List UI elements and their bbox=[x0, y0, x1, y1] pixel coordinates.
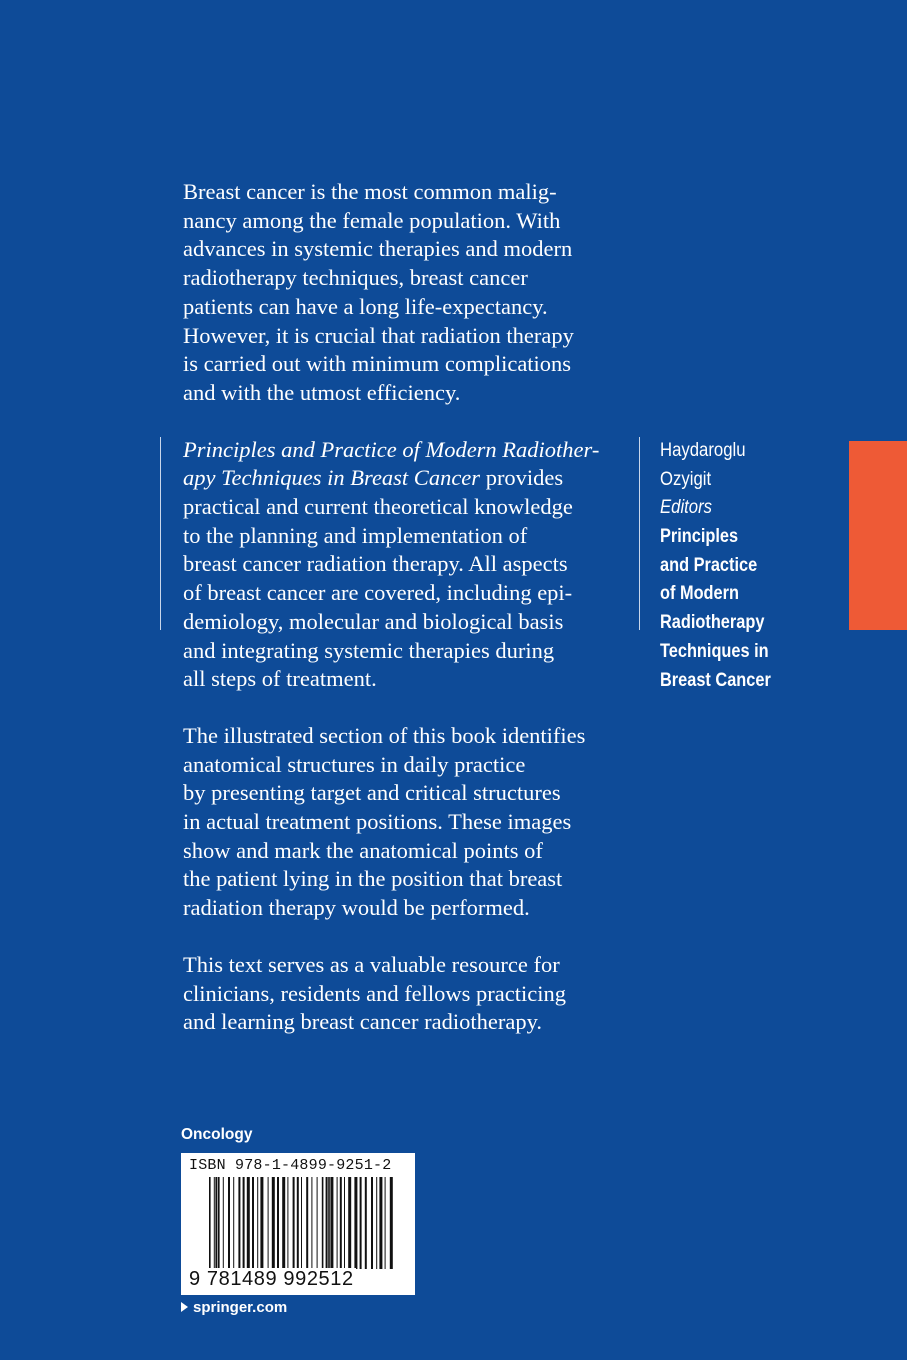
barcode-bar bbox=[214, 1177, 215, 1269]
barcode-bar bbox=[317, 1177, 318, 1269]
blurb-line: all steps of treatment. bbox=[183, 666, 377, 692]
barcode-bar bbox=[287, 1177, 288, 1269]
title-block bbox=[660, 437, 830, 696]
barcode-bar bbox=[348, 1177, 351, 1269]
blurb-text: provides bbox=[480, 465, 564, 491]
isbn-label: ISBN 978-1-4899-9251-2 bbox=[189, 1157, 392, 1174]
book-title-line: of Modern bbox=[660, 583, 739, 605]
barcode-bar bbox=[385, 1177, 386, 1269]
book-title-line: Breast Cancer bbox=[660, 669, 771, 691]
barcode-bar bbox=[260, 1177, 263, 1269]
barcode-bar bbox=[218, 1177, 220, 1269]
book-title-italic: Principles and Practice of Modern Radiother- bbox=[183, 436, 600, 462]
barcode-bar bbox=[306, 1177, 308, 1269]
barcode-bar bbox=[268, 1177, 269, 1269]
blurb-line: in actual treatment positions. These images bbox=[183, 809, 572, 835]
barcode-bar bbox=[371, 1177, 373, 1269]
orange-accent-bar bbox=[849, 441, 907, 630]
left-divider-rule bbox=[160, 437, 161, 630]
barcode-bar bbox=[360, 1177, 362, 1269]
barcode-bar bbox=[379, 1177, 382, 1269]
barcode-bar bbox=[223, 1177, 224, 1269]
blurb-line: to the planning and implementation of bbox=[183, 522, 528, 548]
blurb-line: the patient lying in the position that breast bbox=[183, 866, 563, 892]
blurb-line: is carried out with minimum complications bbox=[183, 351, 572, 377]
blurb-line: and with the utmost efficiency. bbox=[183, 379, 461, 405]
blurb-line: demiology, molecular and biological basis bbox=[183, 608, 564, 634]
barcode-bar bbox=[282, 1177, 285, 1269]
barcode-bar bbox=[247, 1177, 250, 1269]
book-title-line: and Practice bbox=[660, 554, 758, 576]
barcode-bar bbox=[340, 1177, 342, 1269]
barcode-bar bbox=[322, 1177, 324, 1277]
book-title-line: Radiotherapy bbox=[660, 612, 765, 634]
blurb-line: This text serves as a valuable resource for bbox=[183, 951, 560, 977]
barcode-bar bbox=[252, 1177, 254, 1269]
blurb-line: Breast cancer is the most common malig- bbox=[183, 179, 557, 204]
barcode-bar bbox=[228, 1177, 230, 1269]
book-title-italic: apy Techniques in Breast Cancer bbox=[183, 465, 481, 491]
blurb-line: radiation therapy would be performed. bbox=[183, 895, 530, 921]
publisher-url: springer.com bbox=[193, 1299, 288, 1316]
blurb-line: However, it is crucial that radiation therapy bbox=[183, 322, 574, 348]
barcode-bar bbox=[272, 1177, 275, 1269]
blurb-line: by presenting target and critical structures bbox=[183, 780, 561, 806]
barcode-bar bbox=[328, 1177, 330, 1277]
barcode-bar bbox=[243, 1177, 245, 1269]
isbn-barcode bbox=[181, 1153, 415, 1295]
blurb-line: anatomical structures in daily practice bbox=[183, 751, 526, 777]
blurb-line bbox=[183, 464, 623, 493]
blurb-line: breast cancer radiation therapy. All aspects bbox=[183, 551, 568, 577]
barcode-bar bbox=[301, 1177, 302, 1269]
barcode-bar bbox=[215, 1177, 217, 1277]
barcode-bar bbox=[233, 1177, 234, 1269]
barcode-bar bbox=[365, 1177, 367, 1269]
barcode-bar bbox=[209, 1177, 211, 1277]
blurb-line: The illustrated section of this book identifies bbox=[183, 722, 586, 748]
barcode-bar bbox=[330, 1177, 333, 1269]
right-divider-rule bbox=[639, 437, 640, 630]
barcode-bar bbox=[293, 1177, 295, 1269]
blurb-line: patients can have a long life-expectancy. bbox=[183, 293, 548, 319]
editors-label: Editors bbox=[660, 497, 713, 519]
blurb-line: nancy among the female population. With bbox=[183, 207, 561, 233]
blurb-paragraph-1 bbox=[183, 178, 623, 408]
editor-name: Haydaroglu bbox=[660, 440, 746, 461]
blurb-line: practical and current theoretical knowledge bbox=[183, 494, 573, 520]
barcode-number: 9 781489 992512 bbox=[189, 1268, 354, 1290]
barcode-bar bbox=[354, 1177, 357, 1269]
publisher-link[interactable] bbox=[181, 1299, 287, 1316]
book-title-line: Techniques in bbox=[660, 640, 769, 662]
barcode-bar bbox=[257, 1177, 258, 1269]
editor-name: Ozyigit bbox=[660, 468, 712, 490]
blurb-line: and integrating systemic therapies during bbox=[183, 637, 555, 663]
barcode-bar bbox=[337, 1177, 338, 1269]
blurb-line: show and mark the anatomical points of bbox=[183, 837, 543, 863]
blurb-line: clinicians, residents and fellows practicing bbox=[183, 980, 567, 1006]
barcode-bar bbox=[277, 1177, 279, 1269]
subject-category: Oncology bbox=[181, 1126, 253, 1143]
book-title-line: Principles bbox=[660, 525, 739, 547]
cover-blurb bbox=[183, 178, 623, 1037]
barcode-bar bbox=[326, 1177, 328, 1269]
barcode-bar bbox=[238, 1177, 240, 1269]
blurb-line: radiotherapy techniques, breast cancer bbox=[183, 265, 528, 291]
barcode-bar bbox=[390, 1177, 393, 1269]
barcode-bar bbox=[376, 1177, 377, 1269]
blurb-paragraph-4 bbox=[183, 951, 623, 1037]
barcode-bar bbox=[344, 1177, 345, 1269]
blurb-paragraph-2 bbox=[183, 436, 623, 694]
triangle-arrow-icon bbox=[181, 1302, 188, 1312]
barcode-bar bbox=[297, 1177, 299, 1269]
blurb-line: and learning breast cancer radiotherapy. bbox=[183, 1009, 542, 1035]
blurb-line: of breast cancer are covered, including epi- bbox=[183, 580, 573, 606]
blurb-paragraph-3 bbox=[183, 722, 623, 923]
barcode-bar bbox=[311, 1177, 312, 1269]
blurb-line: advances in systemic therapies and modern bbox=[183, 236, 573, 262]
